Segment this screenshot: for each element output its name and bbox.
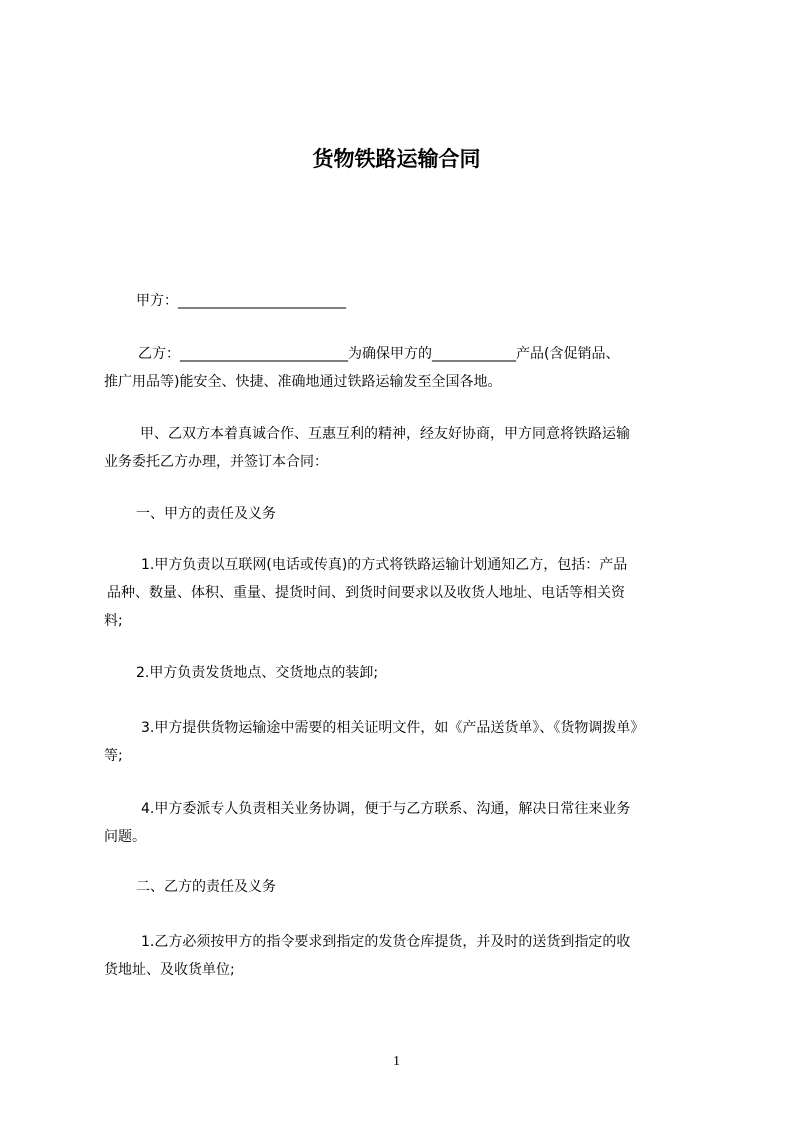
section-2-heading-text: 二、乙方的责任及义务	[136, 879, 276, 895]
intro-line-2: 业务委托乙方办理，并签订本合同：	[104, 454, 328, 470]
s1-item-2-text: 2.甲方负责发货地点、交货地点的装卸;	[136, 665, 379, 681]
page-number: 1	[393, 1054, 400, 1069]
s1-item-1-line-1: 1.甲方负责以互联网(电话或传真)的方式将铁路运输计划通知乙方，包括：产品	[141, 557, 628, 573]
s2-item-1-line-1: 1.乙方必须按甲方的指令要求到指定的发货仓库提货，并及时的送货到指定的收	[141, 934, 631, 950]
s1-item-1-line-2: 品种、数量、体积、重量、提货时间、到货时间要求以及收货人地址、电话等相关资	[107, 585, 625, 601]
party-b-paragraph	[104, 340, 724, 396]
s1-item-4-line-2: 问题。	[104, 829, 146, 845]
s1-item-4-line-1: 4.甲方委派专人负责相关业务协调，便于与乙方联系、沟通，解决日常往来业务	[141, 801, 631, 817]
section-1-item-4	[104, 795, 724, 851]
section-1-heading-text: 一、甲方的责任及义务	[136, 506, 276, 522]
party-b-line-1: 乙方：________________________为确保甲方的____________产品(含促销品、	[138, 346, 620, 362]
party-a-line	[136, 287, 756, 315]
party-a-text: 甲方：________________________	[136, 293, 346, 309]
party-b-line-2: 推广用品等)能安全、快捷、准确地通过铁路运输发至全国各地。	[104, 374, 502, 390]
s2-item-1-line-2: 货地址、及收货单位;	[104, 962, 235, 978]
section-1-item-2	[136, 659, 756, 687]
s1-item-3-line-2: 等;	[104, 748, 123, 764]
section-1-item-3	[104, 714, 724, 770]
section-1-heading	[136, 500, 756, 528]
section-2-heading	[136, 873, 756, 901]
s1-item-3-line-1: 3.甲方提供货物运输途中需要的相关证明文件，如《产品送货单》、《货物调拨单》	[141, 720, 645, 736]
intro-paragraph	[104, 420, 724, 476]
s1-item-1-line-3: 料;	[104, 613, 123, 629]
section-2-item-1	[104, 928, 724, 984]
document-title: 货物铁路运输合同	[312, 147, 481, 171]
intro-line-1: 甲、乙双方本着真诚合作、互惠互利的精神，经友好协商，甲方同意将铁路运输	[140, 426, 630, 442]
section-1-item-1	[104, 551, 724, 635]
